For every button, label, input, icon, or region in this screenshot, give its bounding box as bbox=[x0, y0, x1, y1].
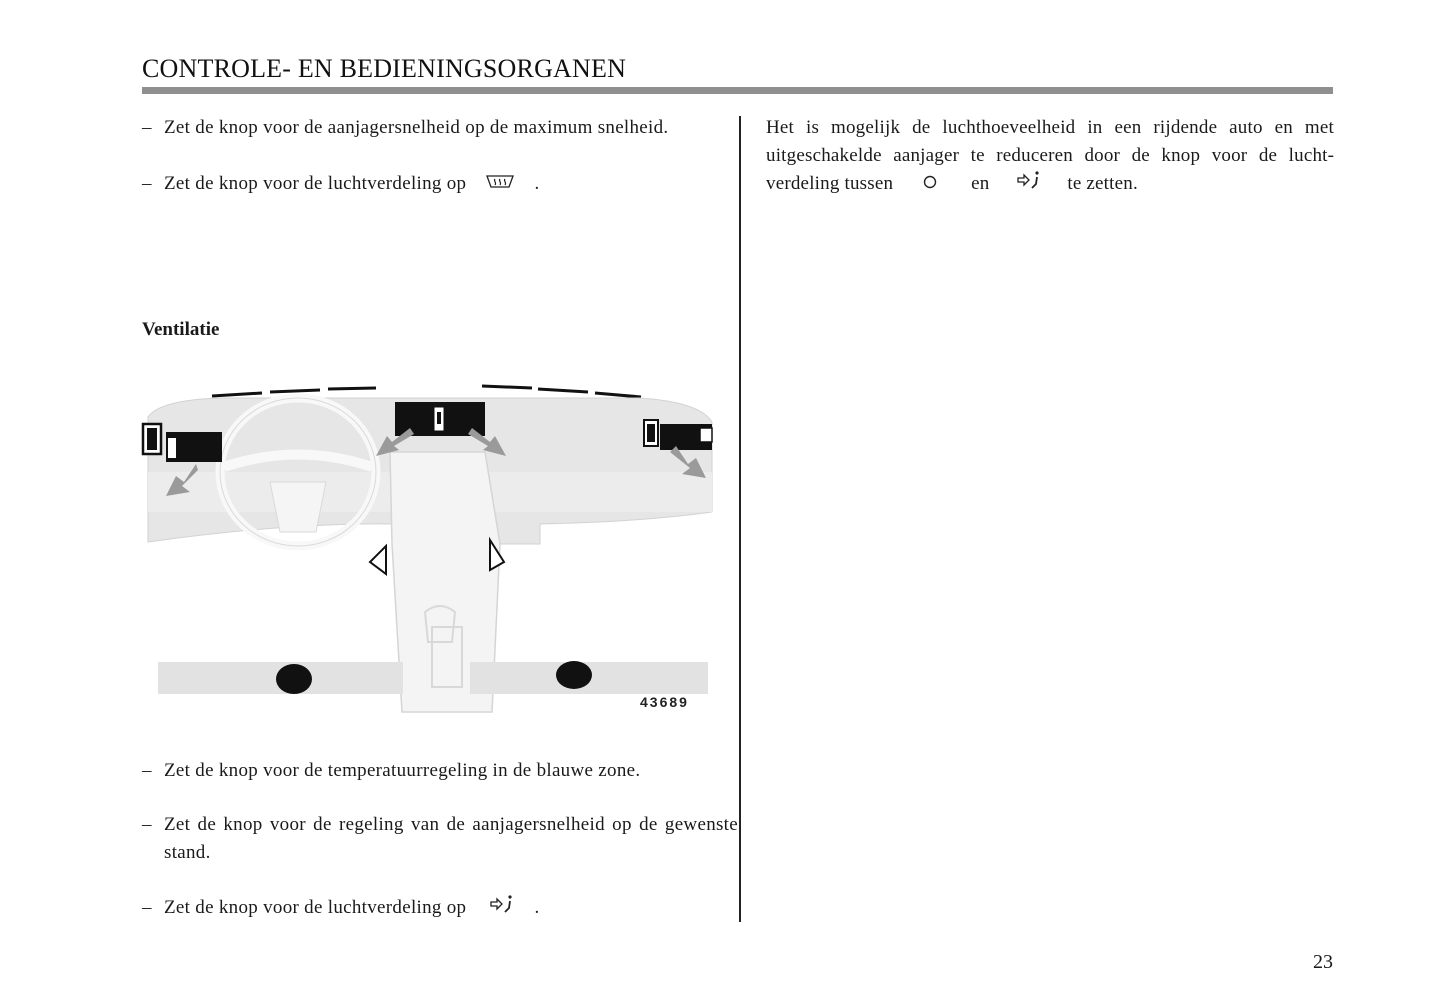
list-dash: – bbox=[142, 814, 152, 835]
list-item-text: Zet de knop voor de aanjagersnelheid op de maximum snelheid. bbox=[164, 117, 669, 138]
header-rule bbox=[142, 87, 1333, 94]
face-vent-icon bbox=[1016, 170, 1042, 199]
right-paragraph bbox=[766, 114, 1334, 199]
paragraph-text: en bbox=[971, 173, 990, 194]
paragraph-text: Het is mogelijk de luchthoeveelheid in een rijdende auto en met uitgeschakelde aanjager te reduceren door de knop voor de luchtverdeling tussen bbox=[766, 117, 1334, 194]
list-item bbox=[142, 170, 738, 199]
list-item bbox=[142, 894, 738, 923]
figure-number: 43689 bbox=[640, 694, 689, 710]
windscreen-defrost-icon bbox=[485, 171, 515, 199]
list-dash: – bbox=[142, 760, 152, 781]
list-item-text: Zet de knop voor de luchtverdeling op bbox=[164, 897, 467, 918]
page-title: CONTROLE- EN BEDIENINGSORGANEN bbox=[142, 54, 627, 83]
column-divider bbox=[739, 116, 741, 922]
list-item bbox=[142, 757, 738, 785]
list-item-end: . bbox=[534, 897, 540, 918]
section-heading: Ventilatie bbox=[142, 319, 220, 340]
face-vent-icon bbox=[489, 894, 515, 923]
off-circle-icon bbox=[922, 171, 938, 199]
list-item-text: Zet de knop voor de temperatuurregeling in de blauwe zone. bbox=[164, 760, 641, 781]
list-item bbox=[142, 811, 738, 867]
list-item bbox=[142, 114, 738, 142]
top-vent-lines bbox=[212, 386, 641, 397]
paragraph-text: te zetten. bbox=[1067, 173, 1138, 194]
list-dash: – bbox=[142, 173, 152, 194]
list-item-end: . bbox=[534, 173, 540, 194]
page-number: 23 bbox=[1313, 951, 1333, 973]
list-dash: – bbox=[142, 897, 152, 918]
dashboard-illustration bbox=[140, 372, 720, 717]
list-item-text: Zet de knop voor de luchtverdeling op bbox=[164, 173, 467, 194]
list-dash: – bbox=[142, 117, 152, 138]
list-item-text: Zet de knop voor de regeling van de aanjagersnelheid op de gewenste stand. bbox=[164, 814, 738, 863]
